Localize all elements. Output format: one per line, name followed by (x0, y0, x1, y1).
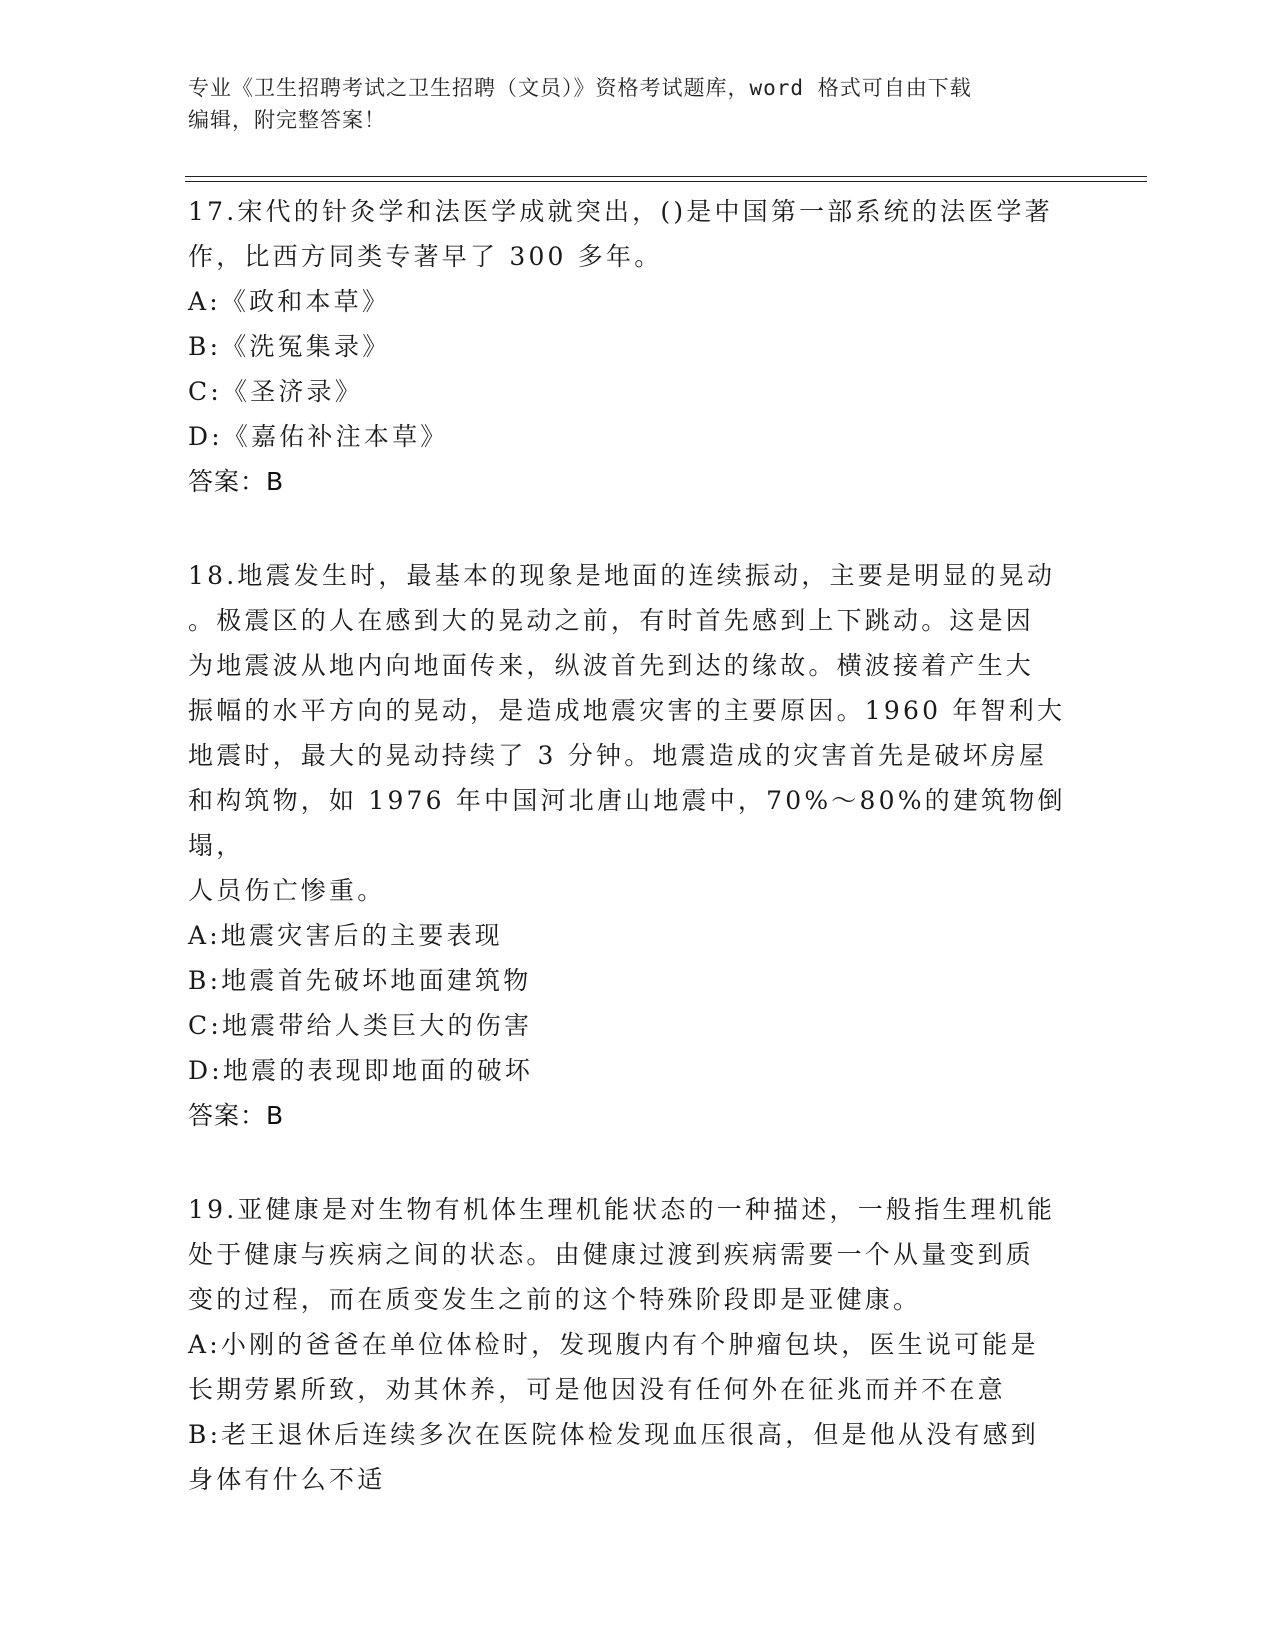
option-b-continued: 身体有什么不适 (188, 1465, 386, 1494)
question-text-line: 17.宋代的针灸学和法医学成就突出，()是中国第一部系统的法医学著 (188, 197, 1053, 226)
question-text-line: 19.亚健康是对生物有机体生理机能状态的一种描述，一般指生理机能 (188, 1195, 1056, 1224)
spacer (188, 505, 1088, 553)
question-19 (188, 1187, 1088, 1502)
question-text-line: 。极震区的人在感到大的晃动之前，有时首先感到上下跳动。这是因 (188, 606, 1035, 635)
question-18 (188, 553, 1088, 1139)
question-list (188, 189, 1088, 1502)
option-a: A:地震灾害后的主要表现 (188, 921, 503, 950)
question-text-line: 变的过程，而在质变发生之前的这个特殊阶段即是亚健康。 (188, 1285, 922, 1314)
option-c: C:《圣济录》 (188, 377, 363, 406)
header-divider-bottom (185, 181, 1147, 182)
question-text-line: 振幅的水平方向的晃动，是造成地震灾害的主要原因。1960 年智利大 (188, 696, 1066, 725)
answer-label: 答案：B (188, 1101, 285, 1130)
question-text-line: 处于健康与疾病之间的状态。由健康过渡到疾病需要一个从量变到质 (188, 1240, 1035, 1269)
option-b: B:老王退休后连续多次在医院体检发现血压很高，但是他从没有感到 (188, 1420, 1039, 1449)
header-divider-top (185, 176, 1147, 177)
question-text-line: 18.地震发生时，最基本的现象是地面的连续振动，主要是明显的晃动 (188, 561, 1056, 590)
question-text-line: 和构筑物，如 1976 年中国河北唐山地震中，70%～80%的建筑物倒塌， (188, 786, 1066, 860)
option-b: B:《洗冤集录》 (188, 332, 391, 361)
option-c: C:地震带给人类巨大的伤害 (188, 1011, 533, 1040)
spacer (188, 1139, 1088, 1187)
question-text-line: 地震时，最大的晃动持续了 3 分钟。地震造成的灾害首先是破坏房屋 (188, 741, 1048, 770)
question-17 (188, 189, 1088, 505)
option-d: D:《嘉佑补注本草》 (188, 422, 449, 451)
option-a: A:小刚的爸爸在单位体检时，发现腹内有个肿瘤包块，医生说可能是 (188, 1330, 1039, 1359)
question-text-line: 为地震波从地内向地面传来，纵波首先到达的缘故。横波接着产生大 (188, 651, 1035, 680)
header-line-1: 专业《卫生招聘考试之卫生招聘（文员）》资格考试题库，word 格式可自由下载 (188, 76, 972, 100)
option-a: A:《政和本草》 (188, 287, 391, 316)
option-d: D:地震的表现即地面的破坏 (188, 1056, 534, 1085)
option-a-continued: 长期劳累所致，劝其休养，可是他因没有任何外在征兆而并不在意 (188, 1375, 1006, 1404)
answer-label: 答案：B (188, 467, 285, 496)
question-text-line: 人员伤亡惨重。 (188, 876, 386, 905)
option-b: B:地震首先破坏地面建筑物 (188, 966, 532, 995)
document-header (188, 72, 1088, 136)
header-line-2: 编辑，附完整答案！ (188, 108, 386, 132)
question-text-line: 作，比西方同类专著早了 300 多年。 (188, 242, 663, 271)
